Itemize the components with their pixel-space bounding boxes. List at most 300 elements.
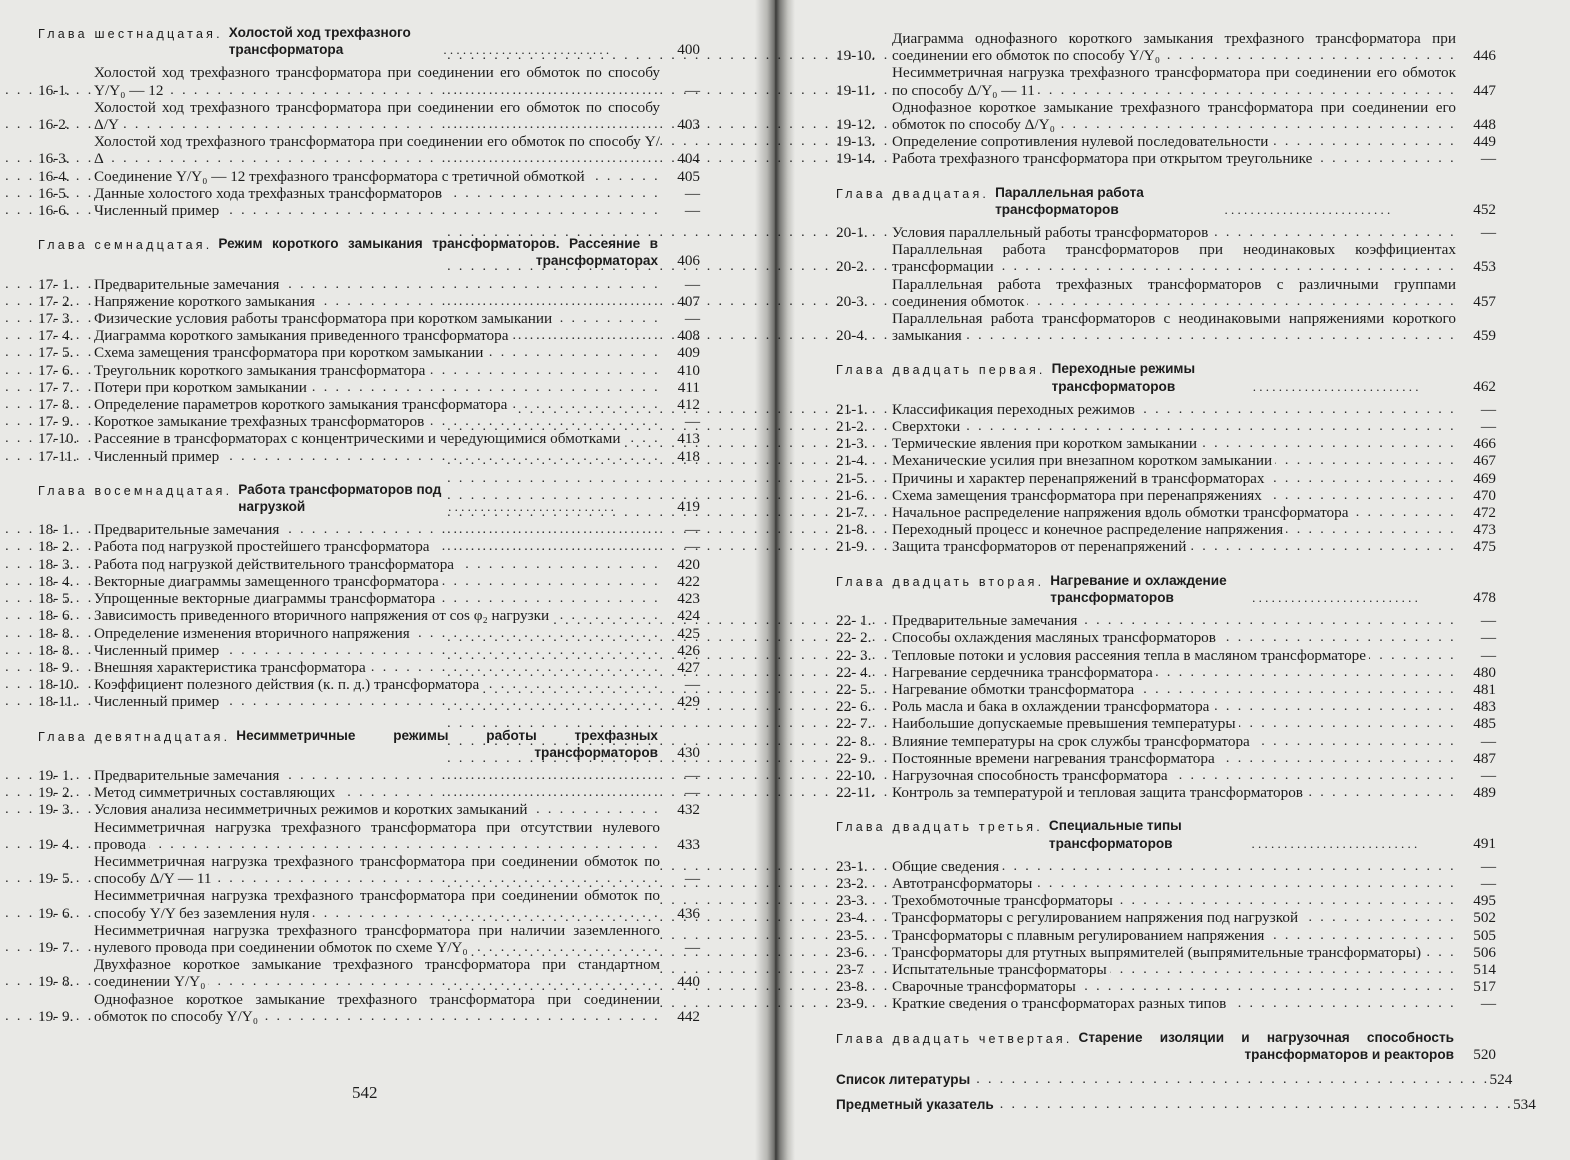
entry-title: Векторные диаграммы замещенного трансформатора — [94, 573, 442, 590]
entry-page: 467 — [1473, 452, 1496, 470]
toc-entry — [38, 819, 700, 853]
entry-page: 495 — [1473, 892, 1496, 910]
entry-page: 426 — [677, 641, 700, 659]
entry-title: Схема замещения трансформатора при коротком замыкании — [94, 344, 486, 361]
toc-entry — [836, 927, 1496, 944]
toc-entry — [836, 30, 1496, 64]
entry-title: Сварочные трансформаторы — [892, 978, 1079, 995]
entry-page: 409 — [677, 344, 700, 362]
entry-title: Защита трансформаторов от перенапряжений — [892, 538, 1189, 555]
entry-page: — — [684, 766, 700, 784]
entry-title: Коэффициент полезного действия (к. п. д.) трансформатора — [94, 676, 482, 693]
entry-number: 21-1. — [836, 400, 868, 418]
entry-title: Численный пример — [94, 693, 222, 710]
entry-page: 442 — [677, 1007, 700, 1025]
entry-number: 22-10. — [836, 766, 876, 784]
chapter-title: Параллельная работа трансформаторов — [995, 184, 1144, 217]
entry-number: 18-11. — [38, 693, 77, 711]
toc-entry — [38, 202, 700, 219]
entry-page: 411 — [677, 378, 700, 396]
chapter-label: Глава девятнадцатая. — [38, 729, 231, 744]
entry-body — [892, 767, 1456, 784]
toc-entry — [836, 647, 1496, 664]
entry-body — [892, 470, 1456, 487]
chapter-block — [836, 184, 1496, 345]
entry-title: Несимметричная нагрузка трехфазного трансформатора при наличии заземленного нулевого провода при соединении обмоток по схеме Y/Y₀ — [94, 921, 660, 956]
entry-number: 20-3. — [836, 292, 868, 310]
entry-title: Холостой ход трехфазного трансформатора при соединении его обмоток по способу Δ/Y — [94, 98, 660, 134]
entry-body — [892, 944, 1456, 961]
entry-body — [892, 858, 1456, 875]
entry-page: 473 — [1473, 521, 1496, 539]
entry-body — [94, 276, 660, 293]
entry-page: 470 — [1473, 486, 1496, 504]
continued-entries — [836, 30, 1496, 168]
entry-title: Несимметричная нагрузка трехфазного трансформатора при соединении его обмоток по способу Δ/Y₀ — 11 — [892, 64, 1456, 99]
entry-title: Предварительные замечания — [94, 521, 282, 538]
entry-title: Переходный процесс и конечное распределение напряжения — [892, 521, 1286, 538]
toc-entry — [836, 892, 1496, 909]
chapter-label: Глава двадцать вторая. — [836, 574, 1045, 589]
entry-title: Общие сведения — [892, 858, 1002, 875]
entry-title: Потери при коротком замыкании — [94, 379, 310, 396]
toc-entry — [836, 310, 1496, 344]
entry-number: 23-4. — [836, 909, 868, 927]
entry-title: Сверхтоки — [892, 418, 963, 435]
entry-body — [892, 150, 1456, 167]
toc-entry — [836, 435, 1496, 452]
entry-title: Однофазное короткое замыкание трехфазного трансформатора при соединении обмоток по способу Y/Y₀ — [94, 990, 660, 1025]
entry-page: 424 — [677, 607, 700, 625]
entry-page: 420 — [677, 555, 700, 573]
toc-entry — [836, 909, 1496, 926]
entry-title: Краткие сведения о трансформаторах разных типов — [892, 995, 1229, 1012]
entry-title: Определение изменения вторичного напряжения — [94, 625, 413, 642]
toc-entry — [836, 612, 1496, 629]
entry-body — [892, 521, 1456, 538]
chapter-heading — [836, 817, 1496, 851]
entry-number: 21-6. — [836, 486, 868, 504]
chapter-block — [836, 360, 1496, 555]
chapter-title: Режим короткого замыкания трансформаторов. Рассеяние в трансформаторах — [218, 236, 658, 269]
entry-page: — — [1480, 646, 1496, 664]
entry-title: Соединение Y/Y₀ — 12 трехфазного трансформатора с третичной обмоткой — [94, 168, 588, 185]
entry-title: Однофазное короткое замыкание трехфазного трансформатора при соединении его обмоток по способу Δ/Y₀ — [892, 98, 1456, 134]
entry-body — [892, 629, 1456, 646]
entry-body — [892, 241, 1456, 275]
entry-title: Трехобмоточные трансформаторы — [892, 892, 1116, 909]
entry-page: 449 — [1473, 133, 1496, 151]
entry-page: 447 — [1473, 81, 1496, 99]
entry-number: 19- 3. — [38, 801, 74, 819]
toc-entry — [38, 344, 700, 361]
entry-number: 23-8. — [836, 978, 868, 996]
entry-body — [892, 750, 1456, 767]
entry-number: 19-14. — [836, 150, 876, 168]
entry-number: 21-3. — [836, 435, 868, 453]
entry-number: 23-1. — [836, 857, 868, 875]
entry-title: Условия параллельный работы трансформаторов — [892, 224, 1211, 241]
entry-page: 466 — [1473, 435, 1496, 453]
entry-title: Трансформаторы с регулированием напряжения под нагрузкой — [892, 909, 1301, 926]
entry-page: — — [1480, 224, 1496, 242]
entry-number: 21-5. — [836, 469, 868, 487]
entry-title: Напряжение короткого замыкания — [94, 293, 318, 310]
entry-body — [892, 64, 1456, 98]
toc-entry — [38, 573, 700, 590]
toc-entry — [836, 452, 1496, 469]
entry-body — [892, 681, 1456, 698]
entry-body — [892, 487, 1456, 504]
toc-entry — [836, 99, 1496, 133]
entry-number: 16-5. — [38, 184, 70, 202]
toc-entry — [836, 276, 1496, 310]
right-chapters — [836, 184, 1496, 1063]
entry-title: Предварительные замечания — [94, 276, 282, 293]
entry-page: 404 — [677, 150, 700, 168]
entry-body — [94, 430, 660, 447]
entry-page: 425 — [677, 624, 700, 642]
chapter-heading — [836, 1029, 1496, 1063]
entry-number: 20-2. — [836, 258, 868, 276]
toc-entry — [38, 430, 700, 447]
entry-number: 17- 4. — [38, 327, 74, 345]
entry-page: — — [684, 81, 700, 99]
entry-title: Классификация переходных режимов — [892, 401, 1138, 418]
toc-entry — [836, 487, 1496, 504]
toc-entry — [836, 961, 1496, 978]
chapter-page: 478 — [1473, 588, 1496, 606]
entry-number: 23-2. — [836, 874, 868, 892]
entry-title: Работа под нагрузкой простейшего трансформатора — [94, 538, 433, 555]
entry-title: Несимметричная нагрузка трехфазного трансформатора при соединении обмоток по способу Y/Y без заземления нуля — [94, 887, 660, 922]
entry-body — [892, 133, 1456, 150]
toc-entry — [836, 538, 1496, 555]
entry-title: Испытательные трансформаторы — [892, 961, 1110, 978]
entry-title: Наибольшие допускаемые превышения температуры — [892, 715, 1239, 732]
entry-page: — — [1480, 766, 1496, 784]
entry-number: 21-7. — [836, 504, 868, 522]
toc-entry — [836, 470, 1496, 487]
entry-title: Нагревание обмотки трансформатора — [892, 681, 1137, 698]
entry-title: Контроль за температурой и тепловая защита трансформаторов — [892, 784, 1306, 801]
entry-number: 18- 2. — [38, 538, 74, 556]
chapter-page: 419 — [677, 498, 700, 516]
entry-body — [94, 185, 660, 202]
chapter-leader-dots: . . . . . . . . . . . . . . . . . . . . . . . . . . — [448, 499, 614, 515]
toc-entry — [836, 504, 1496, 521]
entry-title: Начальное распределение напряжения вдоль обмотки трансформатора — [892, 504, 1352, 521]
entry-title: Внешняя характеристика трансформатора — [94, 659, 369, 676]
chapter-block — [836, 572, 1496, 802]
toc-entry — [38, 379, 700, 396]
entry-body — [892, 504, 1456, 521]
entry-number: 22- 4. — [836, 663, 872, 681]
entry-page: 407 — [677, 292, 700, 310]
chapter-leader-dots: . . . . . . . . . . . . . . . . . . . . . . . . . . — [1252, 589, 1418, 605]
entry-page: 429 — [677, 693, 700, 711]
entry-page: 433 — [677, 835, 700, 853]
entry-body — [892, 401, 1456, 418]
toc-entry — [38, 168, 700, 185]
entry-page: 459 — [1473, 327, 1496, 345]
entry-title: Автотрансформаторы — [892, 875, 1035, 892]
entry-page: — — [684, 676, 700, 694]
chapter-title: Специальные типы трансформаторов — [1048, 818, 1182, 851]
page-number: 542 — [352, 1083, 378, 1102]
entry-page: 475 — [1473, 538, 1496, 556]
toc-entry — [836, 64, 1496, 98]
right-toc-column — [836, 30, 1536, 1114]
leader-dots: . . . . . . . . . . . . . . . . . . . . . . . . . . . . . . . . . . . . . . . . . . . . — [976, 1071, 1490, 1087]
entry-title: Короткое замыкание трехфазных трансформаторов — [94, 413, 427, 430]
chapter-title: Старение изоляции и нагрузочная способность трансформаторов и реакторов — [1078, 1029, 1454, 1062]
entry-title: Зависимость приведенного вторичного напряжения от cos φ₂ нагрузки — [94, 607, 552, 624]
entry-body — [892, 30, 1456, 64]
entry-title: Несимметричная нагрузка трехфазного трансформатора при соединении обмоток по способу Δ/Y — 11 — [94, 852, 660, 888]
toc-entry — [38, 556, 700, 573]
entry-number: 21-2. — [836, 418, 868, 436]
entry-number: 18- 6. — [38, 607, 74, 625]
entry-number: 22- 9. — [836, 749, 872, 767]
entry-number: 19- 8. — [38, 973, 74, 991]
entry-page: 457 — [1473, 292, 1496, 310]
entry-title: Работа трехфазного трансформатора при открытом треугольнике — [892, 150, 1315, 167]
entry-body — [94, 819, 660, 853]
entry-page: 487 — [1473, 749, 1496, 767]
entry-page: — — [684, 784, 700, 802]
entry-body — [892, 875, 1456, 892]
entry-body — [892, 276, 1456, 310]
entry-body — [94, 168, 660, 185]
entry-number: 16-2. — [38, 116, 70, 134]
entry-page: — — [1480, 629, 1496, 647]
entry-page: 412 — [677, 396, 700, 414]
toc-entry — [836, 858, 1496, 875]
entry-title: Треугольник короткого замыкания трансформатора — [94, 362, 428, 379]
entry-title: Диаграмма короткого замыкания приведенного трансформатора — [94, 327, 511, 344]
entry-body — [892, 715, 1456, 732]
entry-title: Нагрузочная способность трансформатора — [892, 767, 1171, 784]
entry-title: Способы охлаждения масляных трансформаторов — [892, 629, 1219, 646]
chapter-label: Глава двадцать первая. — [836, 363, 1046, 378]
entry-page: — — [684, 521, 700, 539]
entry-body — [892, 978, 1456, 995]
chapter-label: Глава восемнадцатая. — [38, 483, 233, 498]
entry-number: 22- 5. — [836, 680, 872, 698]
entry-body — [892, 664, 1456, 681]
entry-page: 514 — [1473, 960, 1496, 978]
entry-number: 22- 3. — [836, 646, 872, 664]
entry-number: 16-3. — [38, 150, 70, 168]
entry-page: 448 — [1473, 116, 1496, 134]
entry-number: 19- 2. — [38, 784, 74, 802]
toc-entry — [38, 310, 700, 327]
chapter-block — [836, 1029, 1496, 1063]
entry-body — [94, 573, 660, 590]
toc-entry — [836, 733, 1496, 750]
entry-page: 469 — [1473, 469, 1496, 487]
entry-title: Причины и характер перенапряжений в трансформаторах — [892, 470, 1268, 487]
toc-entry — [836, 995, 1496, 1012]
entry-number: 17- 6. — [38, 361, 74, 379]
entry-body — [892, 538, 1456, 555]
chapter-label: Глава двадцатая. — [836, 186, 990, 201]
entry-title: Работа под нагрузкой действительного трансформатора — [94, 556, 457, 573]
chapter-title: Работа трансформаторов под нагрузкой — [238, 481, 442, 515]
chapter-title: Несимметричные режимы работы трехфазных трансформаторов — [236, 727, 658, 760]
entry-number: 23-7 — [836, 960, 864, 978]
entry-number: 18- 8. — [38, 624, 74, 642]
toc-entry — [836, 224, 1496, 241]
entry-body — [892, 224, 1456, 241]
entry-number: 19-11. — [836, 81, 875, 99]
entry-page: 405 — [677, 167, 700, 185]
toc-entry — [836, 875, 1496, 892]
entry-number: 23-5. — [836, 926, 868, 944]
entry-number: 18- 1. — [38, 521, 74, 539]
entry-number: 20-4. — [836, 327, 868, 345]
chapter-label: Глава шестнадцатая. — [38, 27, 223, 41]
entry-page: 446 — [1473, 47, 1496, 65]
entry-body — [892, 909, 1456, 926]
entry-title: Трансформаторы с плавным регулированием напряжения — [892, 927, 1267, 944]
entry-number: 21-4. — [836, 452, 868, 470]
entry-title: Нагревание сердечника трансформатора — [892, 664, 1156, 681]
entry-number: 23-3. — [836, 892, 868, 910]
leader-dots: . . . . . . . . . . . . . . . . . . . . . . . . . . . . . . . . . . . . . . . . . . . . — [999, 1097, 1514, 1113]
entry-page: — — [1480, 400, 1496, 418]
entry-title: Трансформаторы для ртутных выпрямителей (выпрямительные трансформаторы) — [892, 944, 1424, 961]
entry-number: 17- 9. — [38, 413, 74, 431]
entry-title: Двухфазное короткое замыкание трехфазного трансформатора при стандартном соединении Y/Y₀ — [94, 956, 660, 991]
entry-page: 413 — [677, 430, 700, 448]
entry-page: 489 — [1473, 784, 1496, 802]
entry-page: — — [1480, 150, 1496, 168]
back-matter-page: 524 — [1489, 1070, 1513, 1088]
entry-number: 16-1. — [38, 81, 70, 99]
entry-number: 17-10. — [38, 430, 78, 448]
entry-title: Численный пример — [94, 642, 222, 659]
toc-entry — [38, 590, 700, 607]
back-matter-entry — [836, 1070, 1513, 1088]
entry-number: 19-13. — [836, 133, 876, 151]
back-matter — [836, 1070, 1536, 1114]
entry-body — [94, 991, 660, 1025]
chapter-page: 462 — [1473, 377, 1496, 395]
entry-title: Данные холостого хода трехфазных трансформаторов — [94, 185, 445, 202]
entry-number: 19- 4. — [38, 835, 74, 853]
entry-number: 18- 8. — [38, 641, 74, 659]
entry-number: 16-6. — [38, 202, 70, 220]
entry-page: — — [684, 413, 700, 431]
chapter-page: 491 — [1473, 834, 1497, 852]
entry-body — [892, 698, 1456, 715]
chapter-title: Холостой ход трехфазного трансформатора — [228, 25, 411, 58]
entry-body — [892, 733, 1456, 750]
back-matter-page: 534 — [1513, 1096, 1536, 1114]
chapter-heading — [836, 360, 1496, 394]
entry-page: 485 — [1473, 715, 1496, 733]
entry-title: Тепловые потоки и условия рассеяния тепла в масляном трансформаторе — [892, 647, 1369, 664]
entry-number: 18- 9. — [38, 658, 74, 676]
entry-number: 18- 3. — [38, 555, 74, 573]
toc-entry — [836, 681, 1496, 698]
entry-page: — — [1480, 995, 1496, 1013]
toc-entry — [836, 767, 1496, 784]
entry-page: — — [1480, 418, 1496, 436]
entry-page: 408 — [677, 327, 700, 345]
entry-title: Метод симметричных составляющих — [94, 784, 338, 801]
entry-number: 21-9. — [836, 538, 868, 556]
entry-number: 19- 7. — [38, 938, 74, 956]
entry-page: — — [684, 938, 700, 956]
entry-page: 480 — [1473, 663, 1496, 681]
entry-title: Определение сопротивления нулевой последовательности — [892, 133, 1271, 150]
entry-page: — — [684, 310, 700, 328]
toc-entry — [836, 401, 1496, 418]
entry-page: — — [684, 538, 700, 556]
entry-body — [94, 344, 660, 361]
entry-page: — — [684, 202, 700, 220]
entry-title: Численный пример — [94, 448, 222, 465]
entry-number: 20-1. — [836, 224, 868, 242]
chapter-page: 400 — [677, 41, 701, 59]
entry-title: Холостой ход трехфазного трансформатора при соединении его обмоток по способу Y/Δ — [94, 133, 660, 168]
entry-body — [94, 362, 660, 379]
entry-page: 505 — [1473, 926, 1496, 944]
toc-entry — [836, 784, 1496, 801]
entry-body — [892, 961, 1456, 978]
entry-title: Предварительные замечания — [94, 767, 282, 784]
entry-number: 17- 1. — [38, 275, 74, 293]
entry-number: 19-12. — [836, 116, 876, 134]
chapter-leader-dots: . . . . . . . . . . . . . . . . . . . . . . . . . . — [1251, 835, 1418, 851]
entry-body — [94, 556, 660, 573]
entry-title: Численный пример — [94, 202, 222, 219]
chapter-page: 430 — [677, 743, 700, 761]
entry-page: 436 — [677, 904, 700, 922]
entry-page: 502 — [1473, 909, 1496, 927]
entry-number: 23-9. — [836, 995, 868, 1013]
entry-title: Рассеяние в трансформаторах с концентрическими и чередующимися обмотками — [94, 430, 624, 447]
toc-entry — [836, 978, 1496, 995]
entry-page: 418 — [677, 447, 700, 465]
entry-title: Несимметричная нагрузка трехфазного трансформатора при отсутствии нулевого провода — [94, 818, 660, 853]
entry-page: — — [1480, 732, 1496, 750]
entry-number: 17- 8. — [38, 396, 74, 414]
entry-title: Механические усилия при внезапном коротком замыкании — [892, 452, 1275, 469]
toc-entry — [38, 991, 700, 1025]
toc-entry — [38, 362, 700, 379]
toc-entry — [836, 944, 1496, 961]
entry-title: Параллельная работа трехфазных трансформаторов с различными группами соединения обмоток — [892, 275, 1456, 310]
entry-page: 422 — [677, 572, 700, 590]
entry-title: Диаграмма однофазного короткого замыкания трехфазного трансформатора при соединении его обмоток по способу Y/Y₀ — [892, 30, 1456, 65]
entry-number: 17- 2. — [38, 292, 74, 310]
entry-number: 22- 2. — [836, 629, 872, 647]
toc-entry — [836, 521, 1496, 538]
entry-title: Постоянные времени нагревания трансформатора — [892, 750, 1218, 767]
entry-title: Параллельная работа трансформаторов при неодинаковых коэффициентах трансформации — [892, 241, 1456, 276]
entry-number: 22- 1. — [836, 612, 872, 630]
toc-entry — [38, 801, 700, 818]
chapter-heading — [836, 572, 1496, 606]
chapter-label: Глава двадцать третья. — [836, 820, 1043, 835]
toc-entry — [836, 150, 1496, 167]
entry-number: 17- 5. — [38, 344, 74, 362]
entry-body — [94, 310, 660, 327]
